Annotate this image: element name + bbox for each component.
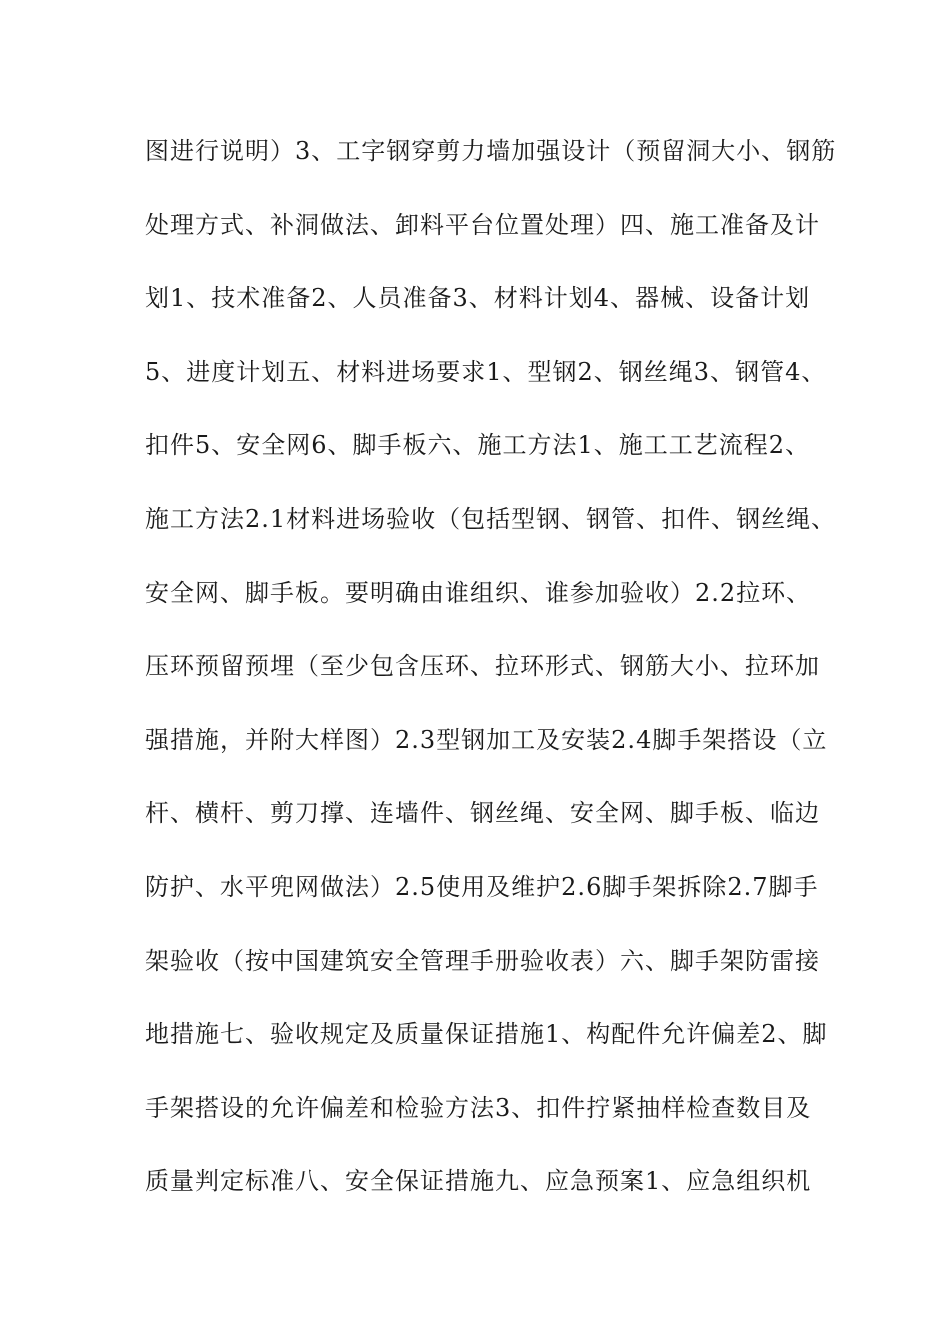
text-line: 处理方式、补洞做法、卸料平台位置处理）四、施工准备及计 [145, 210, 820, 239]
body-text [145, 127, 837, 1231]
text-line: 图进行说明）3、工字钢穿剪力墙加强设计（预留洞大小、钢筋 [145, 137, 837, 165]
text-line: 扣件5、安全网6、脚手板六、施工方法1、施工工艺流程2、 [145, 431, 811, 460]
text-line: 施工方法2.1材料进场验收（包括型钢、钢管、扣件、钢丝绳、 [145, 504, 837, 533]
text-line: 强措施，并附大样图）2.3型钢加工及安装2.4脚手架搭设（立 [145, 725, 828, 754]
text-line: 质量判定标准八、安全保证措施九、应急预案1、应急组织机 [145, 1167, 812, 1196]
text-line: 5、进度计划五、材料进场要求1、型钢2、钢丝绳3、钢管4、 [145, 357, 827, 386]
text-line: 压环预留预埋（至少包含压环、拉环形式、钢筋大小、拉环加 [145, 652, 820, 681]
text-line: 划1、技术准备2、人员准备3、材料计划4、器械、设备计划 [145, 284, 811, 313]
text-line: 安全网、脚手板。要明确由谁组织、谁参加验收）2.2拉环、 [145, 578, 812, 607]
text-line: 杆、横杆、剪刀撑、连墙件、钢丝绳、安全网、脚手板、临边 [145, 799, 820, 828]
text-line: 手架搭设的允许偏差和检验方法3、扣件拧紧抽样检查数目及 [145, 1093, 812, 1122]
text-line: 防护、水平兜网做法）2.5使用及维护2.6脚手架拆除2.7脚手 [145, 872, 819, 901]
text-line: 地措施七、验收规定及质量保证措施1、构配件允许偏差2、脚 [145, 1020, 828, 1049]
text-line: 架验收（按中国建筑安全管理手册验收表）六、脚手架防雷接 [145, 946, 820, 975]
